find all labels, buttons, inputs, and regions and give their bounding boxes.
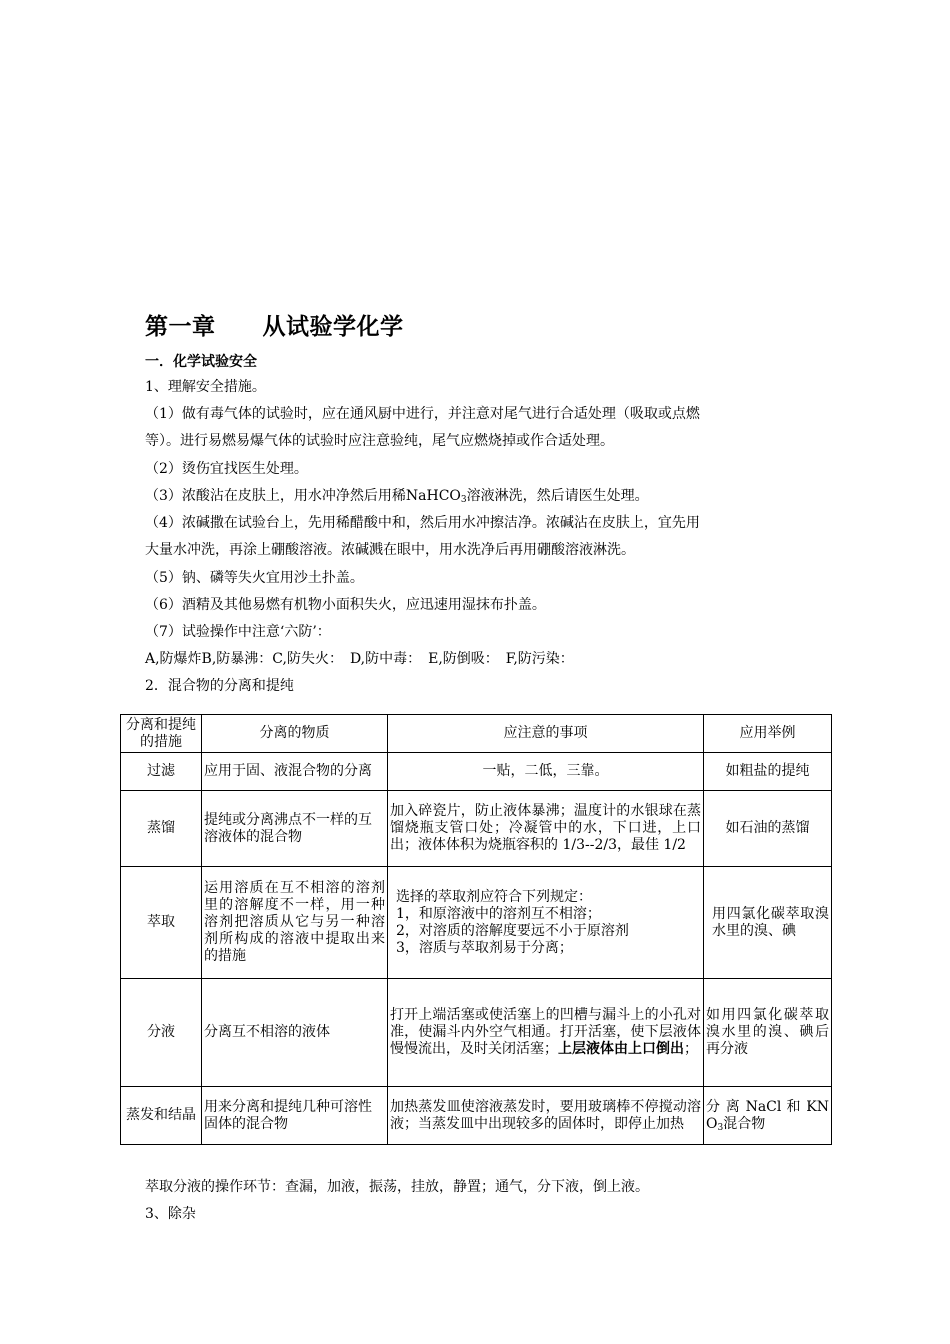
safety-item: （2）烫伤宜找医生处理。 (145, 461, 308, 477)
table-row (121, 979, 832, 1087)
substance-cell: 应用于固、液混合物的分离 (202, 753, 388, 791)
table-header: 分离和提纯的措施 (121, 715, 202, 753)
substance-cell: 运用溶质在互不相溶的溶剂里的溶解度不一样，用一种溶剂把溶质从它与另一种溶剂所构成的溶液中提取出来的措施 (202, 867, 388, 979)
table-row (121, 867, 832, 979)
notes-cell: 加热蒸发皿使溶液蒸发时，要用玻璃棒不停搅动溶液；当蒸发皿中出现较多的固体时，即停止加热 (388, 1087, 704, 1145)
six-precautions: A,防爆炸B,防暴沸：C,防失火： D,防中毒： E,防倒吸： F,防污染： (145, 651, 574, 667)
substance-cell: 提纯或分离沸点不一样的互溶液体的混合物 (202, 791, 388, 867)
subsection-title: 2．混合物的分离和提纯 (145, 678, 294, 694)
chapter-title: 第一章 从试验学化学 (145, 314, 404, 340)
method-cell: 萃取 (121, 867, 202, 979)
example-cell: 用四氯化碳萃取溴水里的溴、碘 (704, 867, 832, 979)
notes-cell: 打开上端活塞或使活塞上的凹槽与漏斗上的小孔对准，使漏斗内外空气相通。打开活塞，使下层液体慢慢流出，及时关闭活塞；上层液体由上口倒出； (388, 979, 704, 1087)
notes-cell: 加入碎瓷片，防止液体暴沸；温度计的水银球在蒸馏烧瓶支管口处；冷凝管中的水，下口进，上口出；液体体积为烧瓶容积的 1/3--2/3，最佳 1/2 (388, 791, 704, 867)
subsection-title: 3、除杂 (145, 1206, 196, 1222)
table-header: 应用举例 (704, 715, 832, 753)
method-cell: 蒸发和结晶 (121, 1087, 202, 1145)
safety-item: （6）酒精及其他易燃有机物小面积失火，应迅速用湿抹布扑盖。 (145, 597, 546, 613)
notes-cell: 选择的萃取剂应符合下列规定： 1，和原溶液中的溶剂互不相溶； 2，对溶质的溶解度要远不小于原溶剂 3，溶质与萃取剂易于分离； (388, 867, 704, 979)
table-row (121, 1087, 832, 1145)
notes-cell: 一贴，二低，三靠。 (388, 753, 704, 791)
method-cell: 蒸馏 (121, 791, 202, 867)
safety-item: （7）试验操作中注意‘六防’： (145, 624, 331, 640)
table-header: 分离的物质 (202, 715, 388, 753)
subsection-title: 1、理解安全措施。 (145, 379, 266, 395)
extraction-steps: 萃取分液的操作环节：查漏，加液，振荡，挂放，静置；通气，分下液，倒上液。 (145, 1179, 649, 1195)
table-row (121, 753, 832, 791)
method-cell: 分液 (121, 979, 202, 1087)
safety-item: （3）浓酸沾在皮肤上，用水冲净然后用稀NaHCO$_3$溶液淋洗，然后请医生处理。 (145, 488, 649, 505)
example-cell: 如用四氯化碳萃取溴水里的溴、碘后再分液 (704, 979, 832, 1087)
safety-item: （4）浓碱撒在试验台上，先用稀醋酸中和，然后用水冲擦洁净。浓碱沾在皮肤上，宜先用 (145, 515, 700, 531)
table-row (121, 791, 832, 867)
substance-cell: 分离互不相溶的液体 (202, 979, 388, 1087)
example-cell: 如粗盐的提纯 (704, 753, 832, 791)
safety-item: （1）做有毒气体的试验时，应在通风厨中进行，并注意对尾气进行合适处理（吸取或点燃 (145, 406, 700, 422)
section-heading: 一．化学试验安全 (145, 354, 257, 370)
example-cell: 分 离 NaCl 和 $KNO_3$混合物 (704, 1087, 832, 1145)
example-cell: 如石油的蒸馏 (704, 791, 832, 867)
safety-item: 大量水冲洗，再涂上硼酸溶液。浓碱溅在眼中，用水洗净后再用硼酸溶液淋洗。 (145, 542, 635, 558)
separation-methods-table (120, 714, 832, 1145)
safety-item: 等）。进行易燃易爆气体的试验时应注意验纯，尾气应燃烧掉或作合适处理。 (145, 433, 614, 449)
safety-item: （5）钠、磷等失火宜用沙土扑盖。 (145, 570, 364, 586)
table-header-row (121, 715, 832, 753)
method-cell: 过滤 (121, 753, 202, 791)
emphasis-text: 上层液体由上口倒出 (558, 1041, 684, 1057)
formula: NaHCO (405, 488, 461, 504)
substance-cell: 用来分离和提纯几种可溶性固体的混合物 (202, 1087, 388, 1145)
table-header: 应注意的事项 (388, 715, 704, 753)
